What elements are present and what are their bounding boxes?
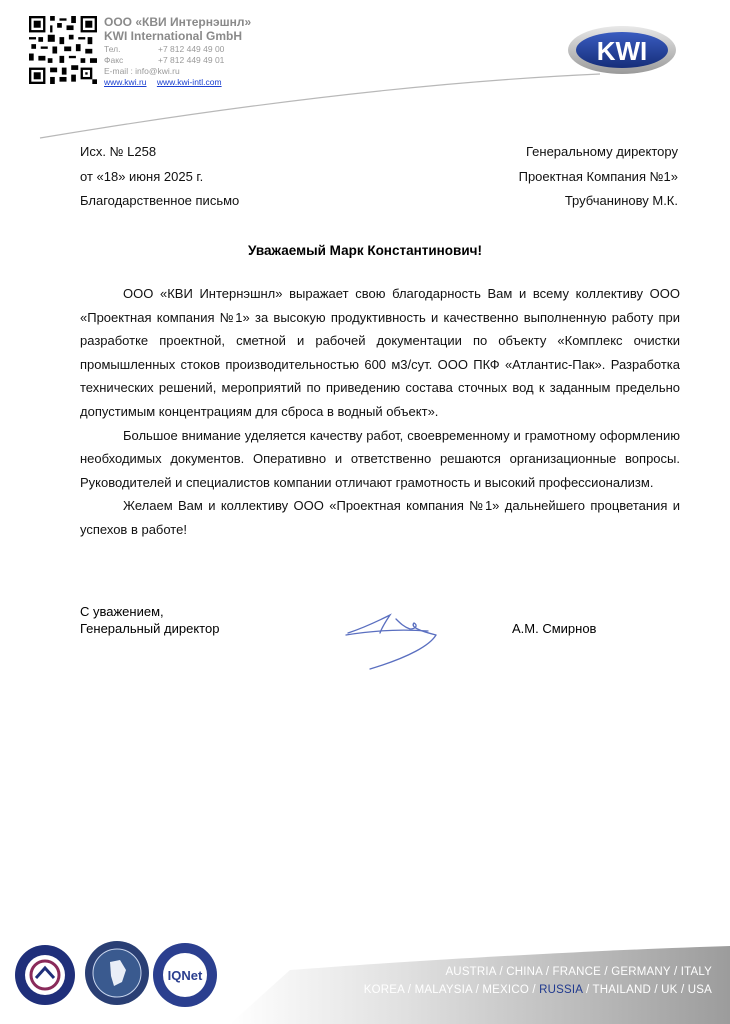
certification-seal-icon: [14, 944, 76, 1006]
kwi-logo: [566, 24, 678, 76]
countries-line-2-end: / THAILAND / UK / USA: [582, 984, 712, 996]
qr-code: [29, 16, 97, 84]
body-paragraph-2: Большое внимание уделяется качеству работ, своевременному и грамотному оформлению необходимых документов. Оперативно и ответственно решаются организационные вопросы. Руководителей и специалистов компании отличают грамотность и высокий профессионализм.: [80, 427, 680, 490]
iqnet-seal-icon: [152, 942, 218, 1008]
contact-phone: [104, 44, 224, 54]
phone-label: Тел.: [104, 44, 121, 54]
body-paragraph-3: Желаем Вам и коллективу ООО «Проектная компания №1» дальнейшего процветания и успехов в работе!: [80, 498, 680, 537]
contact-links: [104, 77, 230, 87]
contact-fax: [104, 55, 224, 65]
fax-value: +7 812 449 49 01: [158, 55, 225, 65]
salutation: Уважаемый Марк Константинович!: [248, 243, 482, 258]
company-name-en: KWI International GmbH: [104, 29, 242, 43]
company-name-ru: ООО «КВИ Интернэшнл»: [104, 15, 252, 29]
accredia-seal-icon: [84, 940, 150, 1006]
iqnet-label: IQNet: [167, 968, 203, 983]
addressee-name: Трубчанинову М.К.: [564, 193, 678, 208]
countries-line-1: AUSTRIA / CHINA / FRANCE / GERMANY / ITALY: [445, 966, 712, 978]
countries-line-2: [364, 984, 712, 996]
reference-number: Исх. № L258: [80, 144, 157, 159]
letter-body: [80, 282, 680, 542]
reference-date: от «18» июня 2025 г.: [80, 169, 204, 184]
body-paragraph-1: ООО «КВИ Интернэшнл» выражает свою благодарность Вам и всему коллективу ООО «Проектная компания №1» за высокую продуктивность и качественно выполненную работу при разработке проектной, сметной и рабочей документации по объекту «Комплекс очистки промышленных стоков производительностью 600 м3/сут. ООО ПКФ «Атлантис-Пак». Разработка технических решений, мероприятий по приведению состава сточных вод к заданным предельно допустимым концентрациям для сброса в водный объект».: [80, 286, 680, 419]
website-link-intl[interactable]: www.kwi-intl.com: [156, 77, 222, 87]
countries-highlight-russia: RUSSIA: [539, 984, 583, 996]
contact-email: E-mail : info@kwi.ru: [104, 66, 180, 76]
phone-value: +7 812 449 49 00: [158, 44, 225, 54]
signer-title: Генеральный директор: [80, 621, 220, 636]
website-link-ru[interactable]: www.kwi.ru: [104, 77, 147, 87]
addressee-title: Генеральному директору: [526, 144, 678, 159]
signer-name: А.М. Смирнов: [512, 621, 597, 636]
document-type: Благодарственное письмо: [80, 193, 240, 208]
addressee-company: Проектная Компания №1»: [518, 169, 678, 184]
fax-label: Факс: [104, 55, 124, 65]
handwritten-signature: [340, 605, 460, 675]
countries-line-2-start: KOREA / MALAYSIA / MEXICO /: [363, 984, 540, 996]
logo-text: KWI: [596, 36, 648, 66]
closing-regards: С уважением,: [80, 604, 164, 619]
